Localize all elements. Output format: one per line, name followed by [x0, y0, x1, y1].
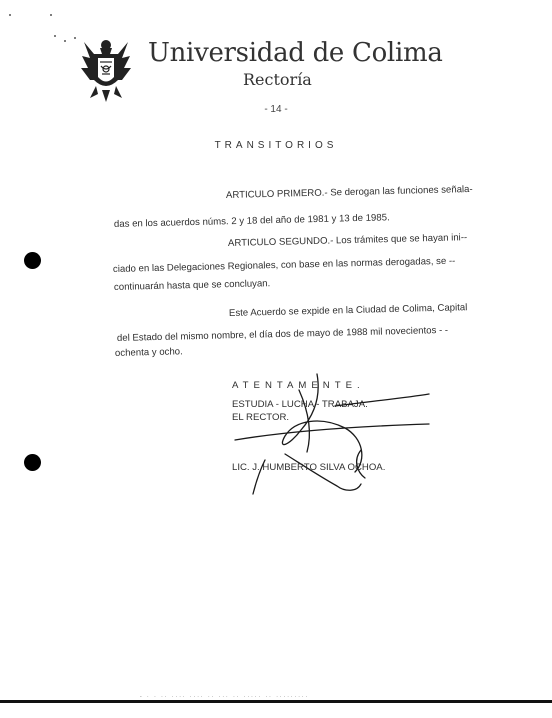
scan-speck — [54, 35, 56, 37]
article-2-line-3: continuarán hasta que se concluyan. — [113, 278, 271, 293]
hole-punch — [24, 454, 41, 471]
hole-punch — [24, 252, 41, 269]
closing-title: EL RECTOR. — [232, 412, 290, 423]
page-number: - 14 - — [264, 104, 288, 115]
article-1-line-2: das en los acuerdos núms. 2 y 18 del año de 1981 y 13 de 1985. — [113, 212, 390, 230]
closing-salutation: ATENTAMENTE. — [232, 380, 365, 391]
article-3-line-3: ochenta y ocho. — [114, 346, 183, 359]
section-heading: TRANSITORIOS — [214, 140, 338, 151]
footer-marks: - · · ·· ···· ···· ·· ··· ·· ····· ·· ········· — [140, 694, 310, 700]
scan-speck — [9, 14, 11, 16]
article-2-line-2: ciado en las Delegaciones Regionales, con base en las normas derogadas, se -- — [112, 255, 456, 275]
article-2-line-1: ARTICULO SEGUNDO.- Los trámites que se hayan ini-- — [227, 232, 468, 249]
article-3-line-2: del Estado del mismo nombre, el día dos de mayo de 1988 mil novecientos - - — [116, 324, 449, 344]
article-1-line-1: ARTICULO PRIMERO.- Se derogan las funciones señala- — [225, 183, 473, 201]
scan-bottom-border — [0, 700, 552, 718]
office-name: Rectoría — [243, 70, 312, 89]
institution-name: Universidad de Colima — [148, 38, 443, 68]
handwritten-signature — [225, 368, 465, 500]
signatory-name: LIC. J. HUMBERTO SILVA OCHOA. — [232, 462, 386, 473]
scan-speck — [74, 37, 76, 39]
scan-speck — [64, 40, 66, 42]
university-seal-icon — [80, 36, 132, 102]
scan-speck — [50, 14, 52, 16]
article-3-line-1: Este Acuerdo se expide en la Ciudad de Colima, Capital — [228, 302, 468, 319]
closing-motto: ESTUDIA - LUCHA - TRABAJA. — [232, 399, 368, 410]
